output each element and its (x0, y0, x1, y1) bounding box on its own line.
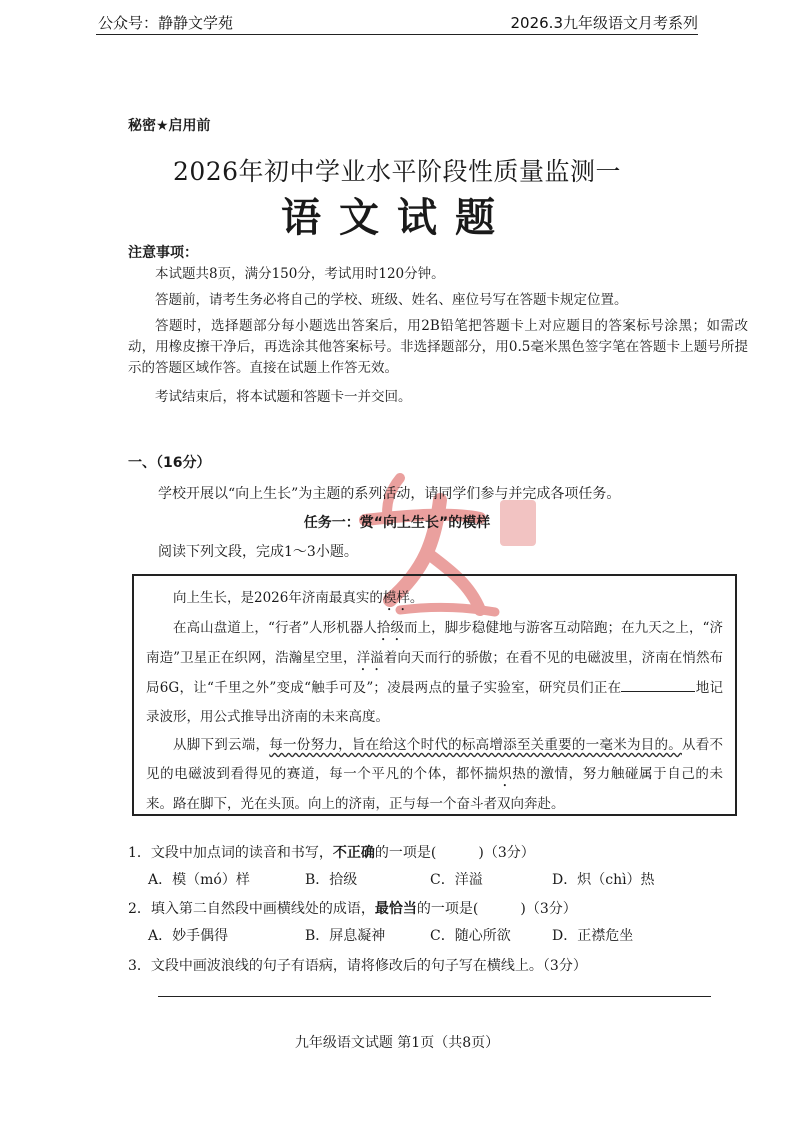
dotted-word: 模样 (382, 590, 410, 606)
option-c: C．洋溢 (430, 872, 483, 888)
option-c: C．随心所欲 (430, 928, 511, 944)
dotted-word: 洋溢 (356, 650, 384, 666)
dotted-word: 拾级 (376, 620, 405, 636)
subject-title: 语文试题 (281, 194, 513, 241)
reading-passage (132, 574, 737, 816)
header-divider (96, 34, 698, 35)
question-1: 1．文段中加点词的读音和书写，不正确的一项是( )（3分） (128, 845, 535, 861)
page-footer: 九年级语文试题 第1页（共8页） (294, 1035, 500, 1051)
notice-item: 答题前，请考生务必将自己的学校、班级、姓名、座位号写在答题卡规定位置。 (155, 292, 628, 308)
option-a: A．模（mó）样 (148, 872, 250, 888)
dotted-word: 炽 (498, 765, 513, 782)
question-2: 2．填入第二自然段中画横线处的成语，最恰当的一项是( )（3分） (128, 901, 577, 917)
wavy-underlined-sentence: 每一份努力，旨在给这个时代的标高增添至关重要的一毫米为目的。 (269, 737, 682, 753)
passage-paragraph-1: 向上生长，是2026年济南最真实的模样。 (173, 590, 424, 606)
passage-paragraph-2: 在高山盘道上，“行者”人形机器人拾级而上，脚步稳健地与游客互动陪跑；在九天之上，“济南造”卫星正在织网，浩瀚星空里，洋溢着向天而行的骄傲；在看不见的电磁波里，济南在悄然布局6G，让“千里之外”变成“触手可及”；凌晨两点的量子实验室，研究员们正在 地记录波形，用公式推导出济南的未来高度。 (146, 620, 724, 725)
option-d: D．正襟危坐 (552, 928, 634, 944)
header-series: 2026.3九年级语文月考系列 (510, 14, 698, 32)
question-3: 3．文段中画波浪线的句子有语病，请将修改后的句子写在横线上。（3分） (128, 958, 587, 974)
notice-item: 答题时，选择题部分每小题选出答案后，用2B铅笔把答题卡上对应题目的答案标号涂黑；如需改动，用橡皮擦干净后，再选涂其他答案标号。非选择题部分，用0.5毫米黑色签字笔在答题卡上题号所提示的答题区域作答。直接在试题上作答无效。 (128, 318, 748, 376)
option-b: B．拾级 (305, 872, 358, 888)
notice-item: 本试题共8页，满分150分，考试用时120分钟。 (155, 266, 445, 282)
confidential-label: 秘密★启用前 (128, 118, 211, 134)
task-title: 任务一：赏“向上生长”的模样 (303, 515, 491, 531)
passage-paragraph-3: 从脚下到云端，每一份努力，旨在给这个时代的标高增添至关重要的一毫米为目的。从看不见的电磁波到看得见的赛道，每一个平凡的个体，都怀揣炽热的激情，努力触碰属于自己的未来。路在脚下，光在头顶。向上的济南，正与每一个奋斗者双向奔赴。 (146, 737, 724, 812)
option-b: B．屏息凝神 (305, 928, 386, 944)
fill-blank (621, 679, 695, 692)
notice-heading: 注意事项： (128, 245, 198, 261)
section-intro: 学校开展以“向上生长”为主题的系列活动，请同学们参与并完成各项任务。 (158, 486, 621, 502)
option-a: A．妙手偶得 (148, 928, 229, 944)
exam-title: 2026年初中学业水平阶段性质量监测一 (172, 157, 622, 186)
answer-line (158, 996, 711, 997)
reading-instruction: 阅读下列文段，完成1～3小题。 (158, 544, 358, 560)
section-heading: 一、（16分） (128, 455, 211, 471)
notice-item: 考试结束后，将本试题和答题卡一并交回。 (155, 389, 412, 405)
header-source: 公众号：静静文学苑 (98, 14, 234, 32)
option-d: D．炽（chì）热 (552, 872, 655, 888)
